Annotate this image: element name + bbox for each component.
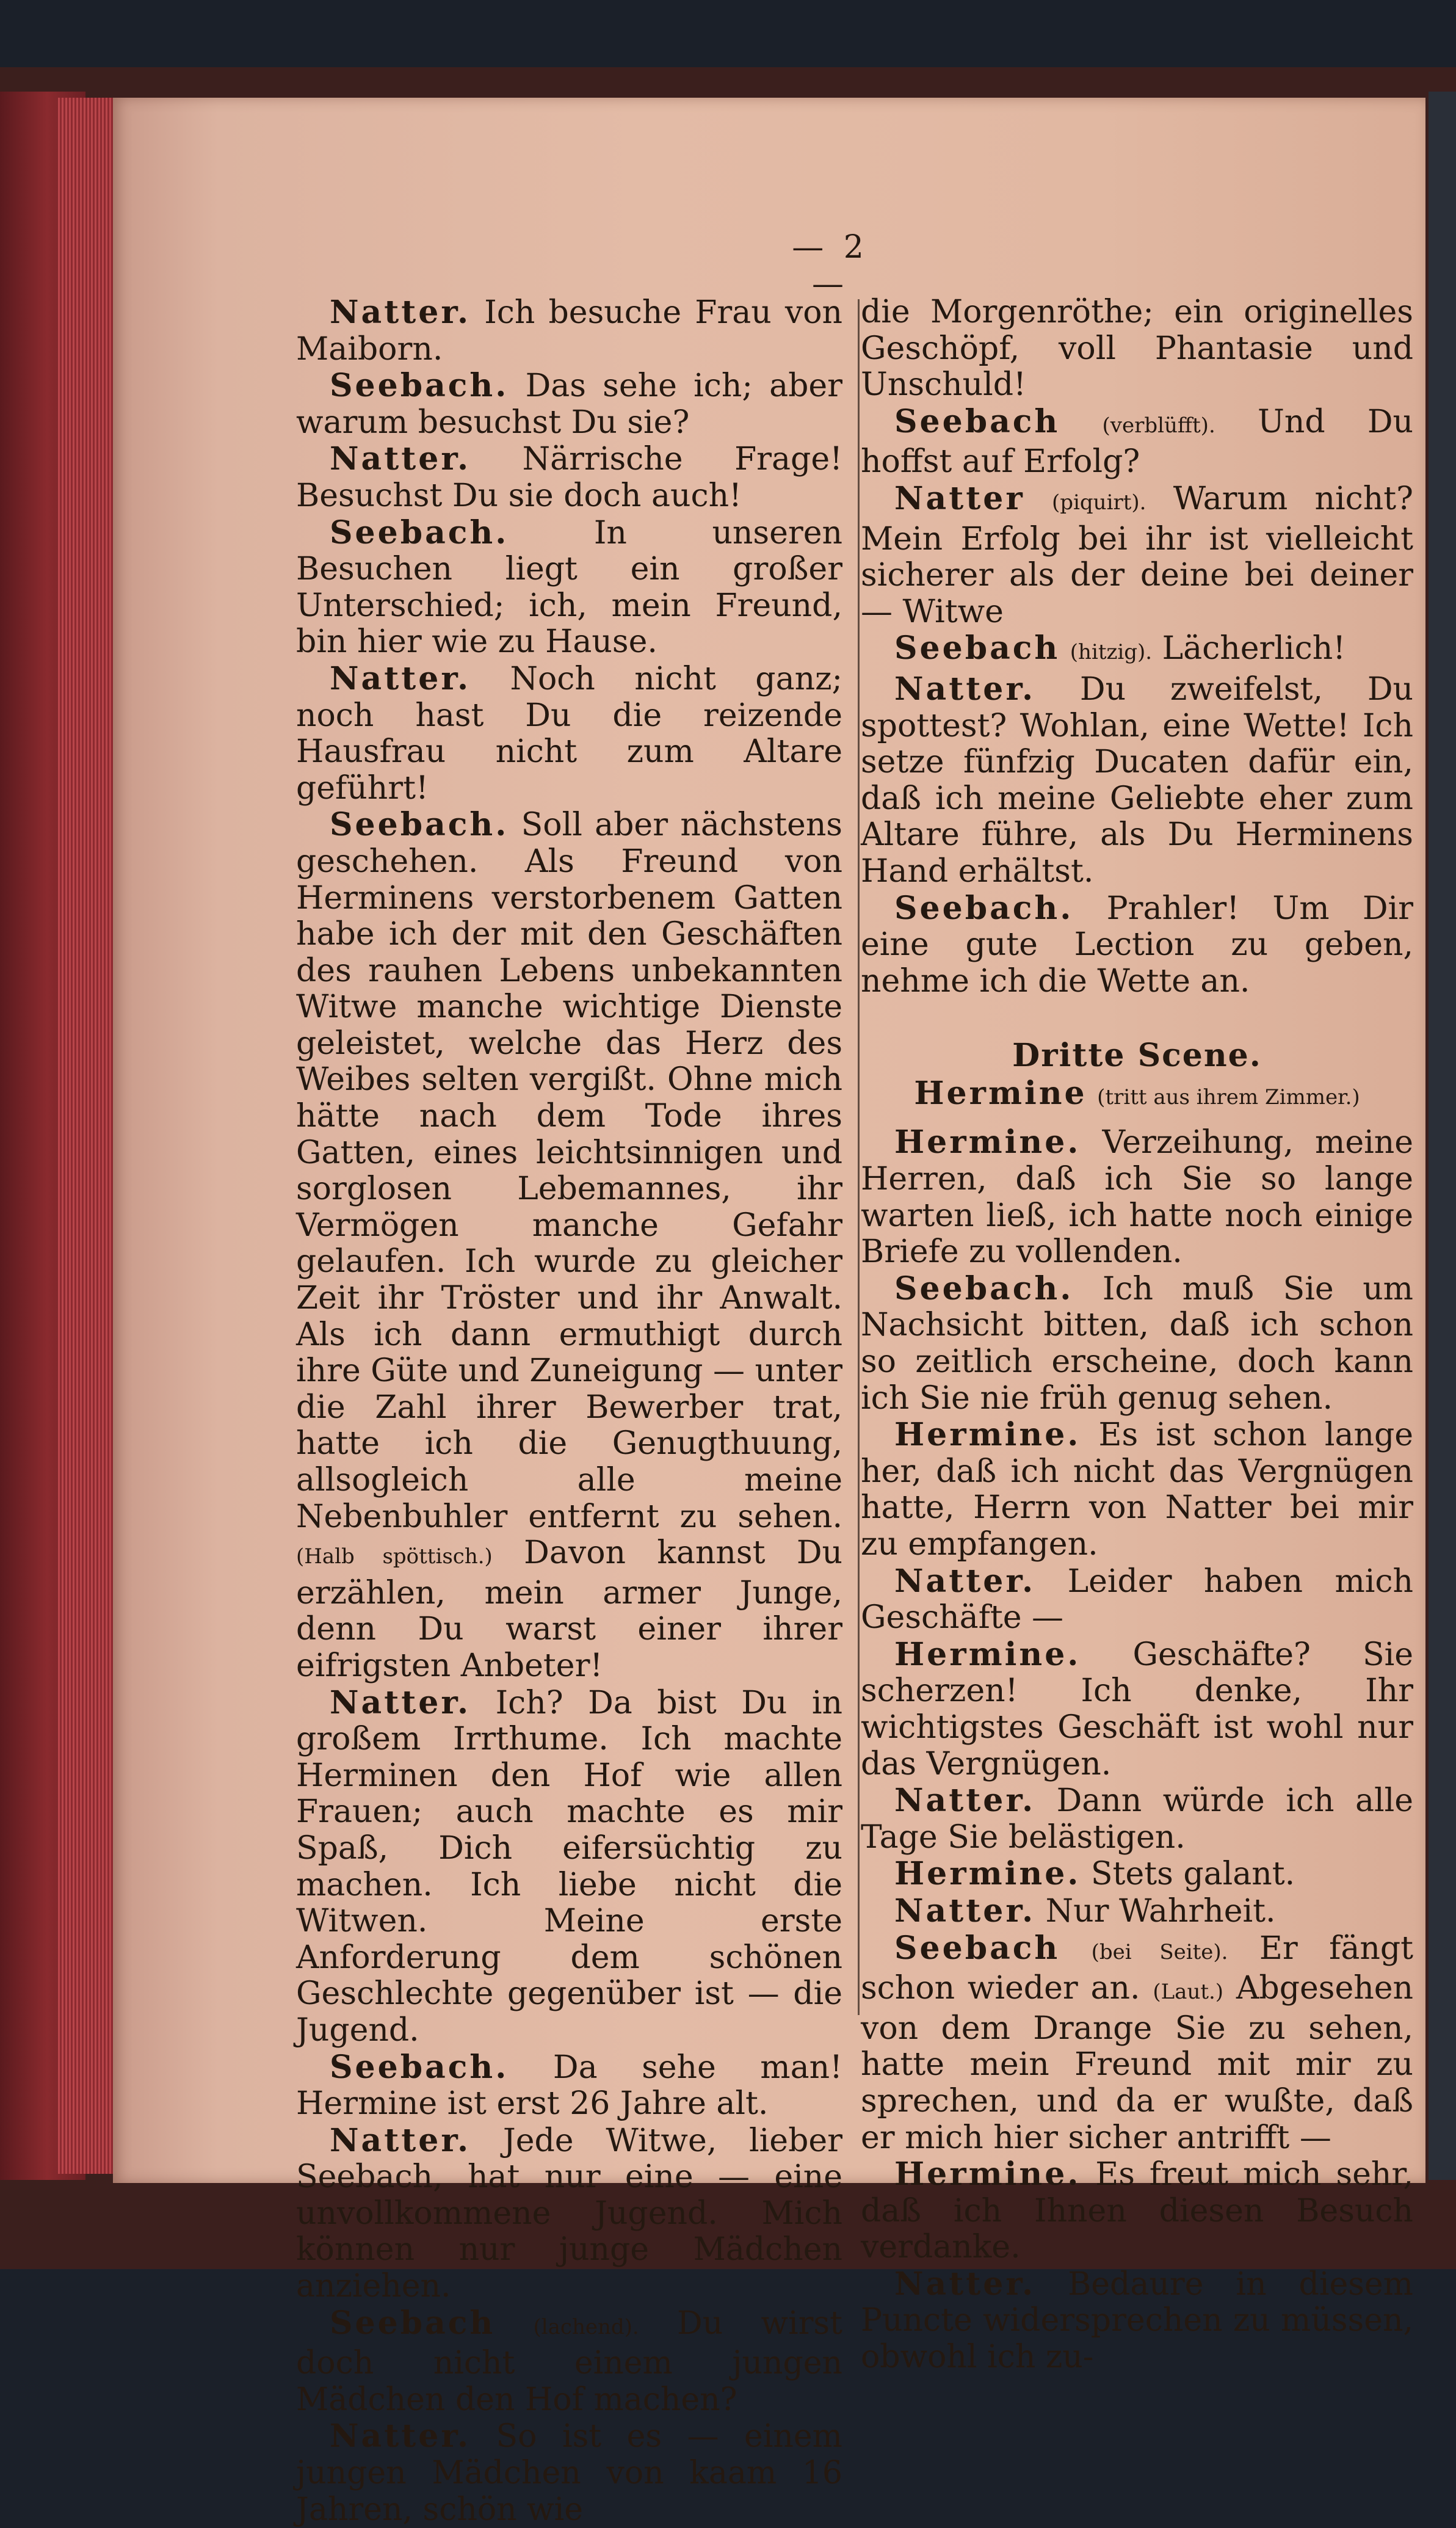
speaker-name: Natter. (330, 2121, 471, 2159)
speaker-name: Seebach (894, 630, 1060, 667)
dialogue-text: Abgesehen von dem Drange Sie zu sehen, hatte mein Freund mit mir zu sprechen, und da er wußte, daß er mich hier sicher antrifft — (861, 1970, 1413, 2156)
speaker-name: Seebach. (330, 514, 509, 551)
speaker-name: Hermine. (894, 1635, 1081, 1673)
stage-direction: (verblüfft). (1102, 413, 1215, 438)
speaker-name: Hermine. (894, 1855, 1081, 1893)
speaker-name: Hermine. (894, 1416, 1081, 1454)
stage-direction: (tritt aus ihrem Zimmer.) (1097, 1084, 1360, 1110)
dialogue-text: So ist es — einem jungen Mädchen von kaam 16 Jahren, schön wie (296, 2418, 842, 2528)
dialogue-paragraph (296, 2049, 842, 2123)
dialogue-paragraph (861, 1636, 1413, 1782)
dialogue-paragraph (861, 1563, 1413, 1636)
speaker-name: Natter. (894, 1562, 1036, 1600)
dialogue-text: Du wirst doch nicht einem jungen Mädchen den Hof machen? (296, 2305, 843, 2418)
speaker-name: Seebach. (894, 889, 1074, 927)
dialogue-text: Ich besuche Frau von Maiborn. (296, 294, 843, 368)
dialogue-text: Dann würde ich alle Tage Sie belästigen. (861, 1782, 1413, 1856)
dialogue-text: Verzeihung, meine Herren, daß ich Sie so lange warten ließ, ich hatte noch einige Briefe zu vollenden. (861, 1124, 1413, 1271)
dialogue-text: die Morgenröthe; ein originelles Geschöpf, voll Phantasie und Unschuld! (861, 294, 1413, 404)
dialogue-paragraph (861, 1124, 1413, 1270)
speaker-name: Natter. (330, 294, 471, 331)
dialogue-paragraph (296, 661, 842, 807)
dialogue-paragraph (296, 294, 842, 368)
dialogue-text: Warum nicht? Mein Erfolg bei ihr ist vielleicht sicherer als der deine bei deiner — Witwe (861, 480, 1414, 630)
dialogue-paragraph (861, 1893, 1413, 1930)
speaker-name: Natter. (330, 659, 471, 697)
speaker-name: Natter. (894, 1892, 1036, 1930)
stage-direction: (Laut.) (1153, 1980, 1224, 2005)
speaker-name: Natter. (894, 1782, 1036, 1820)
speaker-name: Seebach (894, 402, 1060, 440)
dialogue-paragraph (296, 515, 842, 661)
speaker-name: Natter. (330, 440, 471, 478)
right-column (861, 294, 1413, 2376)
speaker-name: Natter. (330, 1684, 471, 1721)
dialogue-paragraph (296, 1685, 842, 2049)
dialogue-paragraph (861, 481, 1413, 630)
speaker-name: Natter. (894, 2265, 1036, 2303)
stage-direction: (piquirt). (1052, 490, 1146, 515)
dialogue-text: Geschäfte? Sie scherzen! Ich denke, Ihr wichtigstes Geschäft ist wohl nur das Vergnügen. (861, 1636, 1414, 1782)
dialogue-paragraph (296, 368, 842, 441)
dialogue-paragraph (296, 807, 842, 1684)
speaker-name: Seebach (894, 1929, 1060, 1967)
scene-heading: Dritte Scene. (1012, 1037, 1262, 1075)
dialogue-text: Jede Witwe, lieber Seebach, hat nur eine — eine unvollkommene Jugend. Mich können nur junge Mädchen anziehen. (296, 2122, 842, 2305)
scene-entrance (861, 1075, 1413, 1116)
dialogue-text: Und Du hoffst auf Erfolg? (861, 403, 1414, 481)
dialogue-text: Bedaure in diesem Puncte widersprechen zu müssen, obwohl ich zu- (861, 2265, 1413, 2376)
dialogue-paragraph (861, 1417, 1413, 1563)
dialogue-paragraph (296, 2418, 842, 2528)
dialogue-text: Das sehe ich; aber warum besuchst Du sie? (296, 368, 843, 441)
page-edges (58, 98, 119, 2174)
dialogue-paragraph (296, 2123, 842, 2305)
dialogue-paragraph (296, 441, 842, 514)
dialogue-text: Da sehe man! Hermine ist erst 26 Jahre alt. (296, 2049, 843, 2123)
speaker-name: Hermine (914, 1074, 1087, 1112)
dialogue-text: Noch nicht ganz; noch hast Du die reizende Hausfrau nicht zum Altare geführt! (296, 660, 842, 807)
dialogue-text: Leider haben mich Geschäfte — (861, 1563, 1414, 1636)
left-column (296, 294, 842, 2528)
dialogue-text: Stets galant. (1090, 1856, 1295, 1893)
page-number: — 2 — (792, 229, 869, 302)
dialogue-paragraph (861, 671, 1413, 890)
dialogue-text: Lächerlich! (1162, 630, 1346, 667)
dialogue-text: Närrische Frage! Besuchst Du sie doch auch! (296, 441, 842, 514)
dialogue-paragraph (861, 1782, 1413, 1856)
dialogue-text: Soll aber nächstens geschehen. Als Freund von Herminens verstorbenem Gatten habe ich der mit den Geschäften des rauhen Lebens unbekannten Witwe manche wichtige Dienste geleistet, welche das Herz des Weibes selten vergißt. Ohne mich hätte nach dem Tode ihres Gatten, eines leichtsinnigen und sorglosen Lebemannes, ihr Vermögen manche Gefahr gelaufen. Ich wurde zu gleicher Zeit ihr Tröster und ihr Anwalt. Als ich dann ermuthigt durch ihre Güte und Zuneigung — unter die Zahl ihrer Bewerber trat, hatte ich die Genugthuung, allsogleich alle meine Nebenbuhler entfernt zu sehen. (296, 807, 842, 1535)
dialogue-text: Er fängt schon wieder an. (861, 1930, 1413, 2007)
speaker-name: Seebach. (330, 2048, 509, 2086)
stage-direction: (bei Seite). (1091, 1939, 1228, 1964)
speaker-name: Seebach. (330, 367, 509, 405)
dialogue-text: Ich muß Sie um Nachsicht bitten, daß ich schon so zeitlich erscheine, doch kann ich Sie nie früh genug sehen. (861, 1270, 1413, 1417)
speaker-name: Seebach (330, 2304, 496, 2342)
speaker-name: Seebach. (330, 806, 509, 844)
background-edge (1429, 92, 1456, 2180)
column-divider (858, 299, 860, 2015)
dialogue-paragraph (861, 294, 1413, 404)
dialogue-paragraph (861, 890, 1413, 1000)
dialogue-text: Ich? Da bist Du in großem Irrthume. Ich machte Herminen den Hof wie allen Frauen; auch machte es mir Spaß, Dich eifersüchtig zu machen. Ich liebe nicht die Witwen. Meine erste Anforderung dem schönen Geschlechte gegenüber ist — die Jugend. (296, 1684, 842, 2049)
speaker-name: Seebach. (894, 1269, 1074, 1307)
dialogue-paragraph (861, 2266, 1413, 2376)
dialogue-paragraph (861, 1271, 1413, 1417)
dialogue-text: Nur Wahrheit. (1045, 1892, 1276, 1930)
speaker-name: Natter. (330, 2417, 471, 2455)
dialogue-text: Davon kannst Du erzählen, mein armer Junge, denn Du warst einer ihrer eifrigsten Anbeter! (296, 1535, 843, 1684)
dialogue-paragraph (861, 2156, 1413, 2266)
speaker-name: Natter. (894, 670, 1036, 708)
dialogue-text: Prahler! Um Dir eine gute Lection zu geben, nehme ich die Wette an. (861, 890, 1413, 1000)
dialogue-paragraph (861, 1856, 1413, 1893)
dialogue-paragraph (861, 630, 1413, 671)
dialogue-text: Es freut mich sehr, daß ich Ihnen diesen Besuch verdanke. (861, 2156, 1414, 2266)
speaker-name: Hermine. (894, 1124, 1081, 1161)
speaker-name: Hermine. (894, 2156, 1081, 2193)
dialogue-paragraph (861, 404, 1413, 481)
stage-direction: (Halb spöttisch.) (296, 1544, 493, 1569)
dialogue-paragraph (861, 1930, 1413, 2157)
stage-direction: (lachend). (533, 2314, 639, 2339)
dialogue-paragraph (296, 2305, 842, 2419)
speaker-name: Natter (894, 479, 1025, 517)
stage-direction: (hitzig). (1070, 640, 1153, 665)
dialogue-text: Es ist schon lange her, daß ich nicht das Vergnügen hatte, Herrn von Natter bei mir zu empfangen. (861, 1417, 1413, 1563)
dialogue-text: In unseren Besuchen liegt ein großer Unterschied; ich, mein Freund, bin hier wie zu Hause. (296, 514, 843, 661)
dialogue-text: Du zweifelst, Du spottest? Wohlan, eine Wette! Ich setze fünfzig Ducaten dafür ein, daß ich meine Geliebte eher zum Altare führe, als Du Herminens Hand erhältst. (861, 670, 1413, 890)
